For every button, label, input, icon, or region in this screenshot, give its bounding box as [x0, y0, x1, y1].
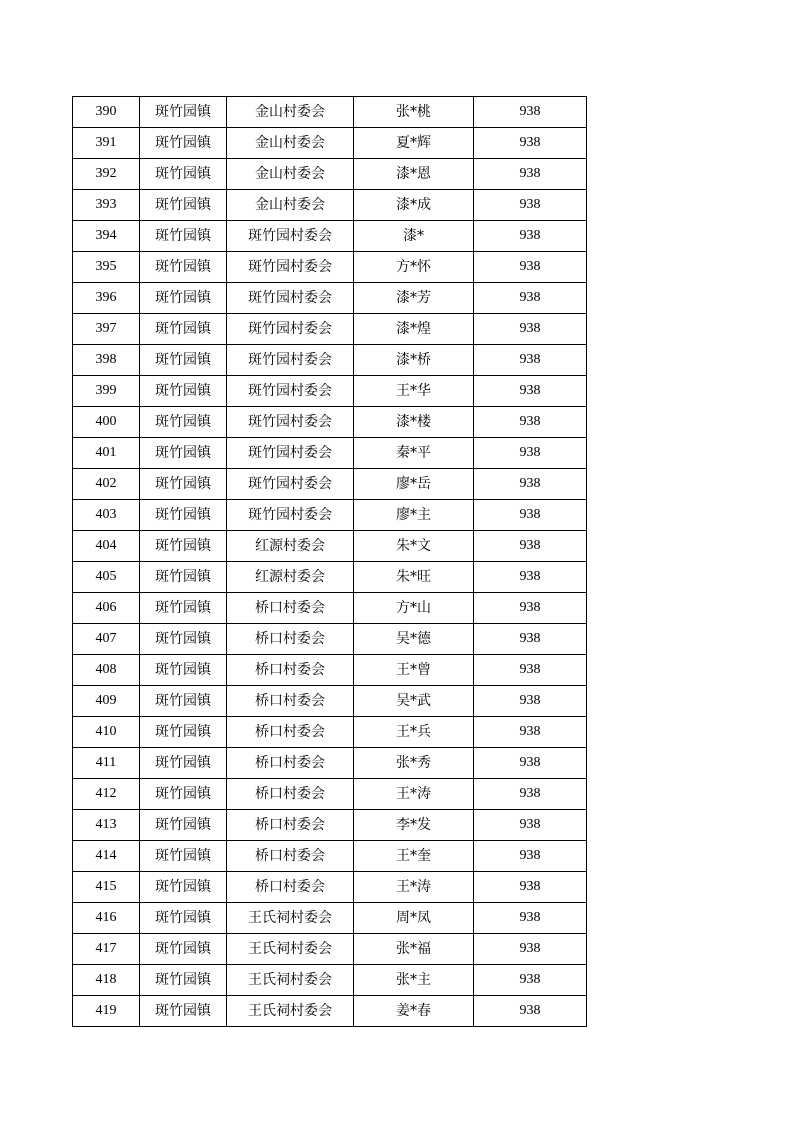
town-cell: 斑竹园镇 [140, 686, 227, 717]
village-committee-cell: 斑竹园村委会 [227, 407, 354, 438]
village-committee-cell: 王氏祠村委会 [227, 996, 354, 1027]
village-committee-cell: 桥口村委会 [227, 748, 354, 779]
town-cell: 斑竹园镇 [140, 996, 227, 1027]
amount-cell: 938 [474, 686, 587, 717]
village-committee-cell: 桥口村委会 [227, 593, 354, 624]
amount-cell: 938 [474, 252, 587, 283]
town-cell: 斑竹园镇 [140, 283, 227, 314]
person-name-cell: 王*涛 [354, 779, 474, 810]
amount-cell: 938 [474, 376, 587, 407]
table-row [73, 996, 587, 1027]
amount-cell: 938 [474, 283, 587, 314]
table-row [73, 934, 587, 965]
table-row [73, 252, 587, 283]
table-row [73, 717, 587, 748]
town-cell: 斑竹园镇 [140, 965, 227, 996]
town-cell: 斑竹园镇 [140, 221, 227, 252]
village-committee-cell: 斑竹园村委会 [227, 221, 354, 252]
person-name-cell: 夏*辉 [354, 128, 474, 159]
village-committee-cell: 斑竹园村委会 [227, 283, 354, 314]
amount-cell: 938 [474, 779, 587, 810]
row-number-cell: 407 [73, 624, 140, 655]
village-committee-cell: 桥口村委会 [227, 686, 354, 717]
village-committee-cell: 桥口村委会 [227, 872, 354, 903]
table-row [73, 562, 587, 593]
row-number-cell: 391 [73, 128, 140, 159]
table-row [73, 469, 587, 500]
person-name-cell: 廖*主 [354, 500, 474, 531]
town-cell: 斑竹园镇 [140, 717, 227, 748]
village-committee-cell: 王氏祠村委会 [227, 934, 354, 965]
village-committee-cell: 斑竹园村委会 [227, 314, 354, 345]
row-number-cell: 410 [73, 717, 140, 748]
village-committee-cell: 桥口村委会 [227, 779, 354, 810]
amount-cell: 938 [474, 314, 587, 345]
amount-cell: 938 [474, 97, 587, 128]
row-number-cell: 413 [73, 810, 140, 841]
amount-cell: 938 [474, 748, 587, 779]
table-row [73, 903, 587, 934]
amount-cell: 938 [474, 159, 587, 190]
row-number-cell: 408 [73, 655, 140, 686]
village-committee-cell: 桥口村委会 [227, 841, 354, 872]
town-cell: 斑竹园镇 [140, 438, 227, 469]
table-row [73, 841, 587, 872]
person-name-cell: 王*奎 [354, 841, 474, 872]
table-row [73, 407, 587, 438]
row-number-cell: 405 [73, 562, 140, 593]
row-number-cell: 393 [73, 190, 140, 221]
table-row [73, 221, 587, 252]
table-row [73, 686, 587, 717]
amount-cell: 938 [474, 469, 587, 500]
village-committee-cell: 王氏祠村委会 [227, 903, 354, 934]
amount-cell: 938 [474, 965, 587, 996]
amount-cell: 938 [474, 221, 587, 252]
person-name-cell: 张*主 [354, 965, 474, 996]
town-cell: 斑竹园镇 [140, 841, 227, 872]
town-cell: 斑竹园镇 [140, 934, 227, 965]
row-number-cell: 411 [73, 748, 140, 779]
town-cell: 斑竹园镇 [140, 748, 227, 779]
row-number-cell: 400 [73, 407, 140, 438]
amount-cell: 938 [474, 996, 587, 1027]
person-name-cell: 漆*芳 [354, 283, 474, 314]
row-number-cell: 401 [73, 438, 140, 469]
amount-cell: 938 [474, 903, 587, 934]
amount-cell: 938 [474, 500, 587, 531]
row-number-cell: 414 [73, 841, 140, 872]
town-cell: 斑竹园镇 [140, 810, 227, 841]
person-name-cell: 李*发 [354, 810, 474, 841]
amount-cell: 938 [474, 717, 587, 748]
row-number-cell: 398 [73, 345, 140, 376]
town-cell: 斑竹园镇 [140, 128, 227, 159]
town-cell: 斑竹园镇 [140, 624, 227, 655]
village-committee-cell: 红源村委会 [227, 531, 354, 562]
person-name-cell: 漆*恩 [354, 159, 474, 190]
town-cell: 斑竹园镇 [140, 903, 227, 934]
table-row [73, 500, 587, 531]
table-row [73, 97, 587, 128]
table-row [73, 655, 587, 686]
person-name-cell: 漆*桥 [354, 345, 474, 376]
village-committee-cell: 斑竹园村委会 [227, 500, 354, 531]
roster-table [72, 96, 587, 1027]
row-number-cell: 415 [73, 872, 140, 903]
table-row [73, 345, 587, 376]
person-name-cell: 廖*岳 [354, 469, 474, 500]
village-committee-cell: 桥口村委会 [227, 624, 354, 655]
amount-cell: 938 [474, 438, 587, 469]
village-committee-cell: 金山村委会 [227, 97, 354, 128]
person-name-cell: 王*涛 [354, 872, 474, 903]
row-number-cell: 395 [73, 252, 140, 283]
person-name-cell: 张*福 [354, 934, 474, 965]
village-committee-cell: 金山村委会 [227, 128, 354, 159]
person-name-cell: 漆*成 [354, 190, 474, 221]
person-name-cell: 方*山 [354, 593, 474, 624]
town-cell: 斑竹园镇 [140, 500, 227, 531]
table-row [73, 438, 587, 469]
row-number-cell: 399 [73, 376, 140, 407]
row-number-cell: 390 [73, 97, 140, 128]
village-committee-cell: 红源村委会 [227, 562, 354, 593]
person-name-cell: 朱*旺 [354, 562, 474, 593]
town-cell: 斑竹园镇 [140, 159, 227, 190]
town-cell: 斑竹园镇 [140, 562, 227, 593]
table-row [73, 779, 587, 810]
table-row [73, 283, 587, 314]
town-cell: 斑竹园镇 [140, 190, 227, 221]
amount-cell: 938 [474, 190, 587, 221]
table-row [73, 128, 587, 159]
amount-cell: 938 [474, 407, 587, 438]
amount-cell: 938 [474, 531, 587, 562]
person-name-cell: 张*桃 [354, 97, 474, 128]
amount-cell: 938 [474, 655, 587, 686]
roster-body [73, 97, 587, 1027]
person-name-cell: 吴*德 [354, 624, 474, 655]
table-row [73, 810, 587, 841]
person-name-cell: 方*怀 [354, 252, 474, 283]
amount-cell: 938 [474, 128, 587, 159]
table-row [73, 314, 587, 345]
town-cell: 斑竹园镇 [140, 314, 227, 345]
person-name-cell: 王*华 [354, 376, 474, 407]
amount-cell: 938 [474, 345, 587, 376]
amount-cell: 938 [474, 810, 587, 841]
village-committee-cell: 斑竹园村委会 [227, 252, 354, 283]
town-cell: 斑竹园镇 [140, 531, 227, 562]
row-number-cell: 409 [73, 686, 140, 717]
amount-cell: 938 [474, 562, 587, 593]
town-cell: 斑竹园镇 [140, 97, 227, 128]
village-committee-cell: 斑竹园村委会 [227, 438, 354, 469]
amount-cell: 938 [474, 934, 587, 965]
row-number-cell: 419 [73, 996, 140, 1027]
person-name-cell: 漆* [354, 221, 474, 252]
village-committee-cell: 桥口村委会 [227, 717, 354, 748]
row-number-cell: 396 [73, 283, 140, 314]
amount-cell: 938 [474, 841, 587, 872]
village-committee-cell: 桥口村委会 [227, 655, 354, 686]
row-number-cell: 416 [73, 903, 140, 934]
person-name-cell: 朱*文 [354, 531, 474, 562]
table-row [73, 531, 587, 562]
person-name-cell: 张*秀 [354, 748, 474, 779]
amount-cell: 938 [474, 593, 587, 624]
person-name-cell: 姜*春 [354, 996, 474, 1027]
row-number-cell: 404 [73, 531, 140, 562]
row-number-cell: 418 [73, 965, 140, 996]
row-number-cell: 406 [73, 593, 140, 624]
person-name-cell: 周*凤 [354, 903, 474, 934]
person-name-cell: 漆*楼 [354, 407, 474, 438]
village-committee-cell: 斑竹园村委会 [227, 345, 354, 376]
person-name-cell: 王*曾 [354, 655, 474, 686]
table-row [73, 748, 587, 779]
table-row [73, 624, 587, 655]
table-row [73, 872, 587, 903]
row-number-cell: 403 [73, 500, 140, 531]
village-committee-cell: 斑竹园村委会 [227, 469, 354, 500]
town-cell: 斑竹园镇 [140, 872, 227, 903]
row-number-cell: 394 [73, 221, 140, 252]
table-row [73, 190, 587, 221]
person-name-cell: 秦*平 [354, 438, 474, 469]
town-cell: 斑竹园镇 [140, 376, 227, 407]
person-name-cell: 吴*武 [354, 686, 474, 717]
person-name-cell: 漆*煌 [354, 314, 474, 345]
amount-cell: 938 [474, 872, 587, 903]
town-cell: 斑竹园镇 [140, 779, 227, 810]
village-committee-cell: 金山村委会 [227, 190, 354, 221]
village-committee-cell: 桥口村委会 [227, 810, 354, 841]
town-cell: 斑竹园镇 [140, 655, 227, 686]
town-cell: 斑竹园镇 [140, 252, 227, 283]
row-number-cell: 412 [73, 779, 140, 810]
town-cell: 斑竹园镇 [140, 469, 227, 500]
person-name-cell: 王*兵 [354, 717, 474, 748]
town-cell: 斑竹园镇 [140, 345, 227, 376]
row-number-cell: 417 [73, 934, 140, 965]
row-number-cell: 397 [73, 314, 140, 345]
town-cell: 斑竹园镇 [140, 407, 227, 438]
table-row [73, 593, 587, 624]
table-row [73, 965, 587, 996]
row-number-cell: 402 [73, 469, 140, 500]
village-committee-cell: 斑竹园村委会 [227, 376, 354, 407]
town-cell: 斑竹园镇 [140, 593, 227, 624]
table-row [73, 376, 587, 407]
village-committee-cell: 王氏祠村委会 [227, 965, 354, 996]
amount-cell: 938 [474, 624, 587, 655]
row-number-cell: 392 [73, 159, 140, 190]
table-row [73, 159, 587, 190]
village-committee-cell: 金山村委会 [227, 159, 354, 190]
